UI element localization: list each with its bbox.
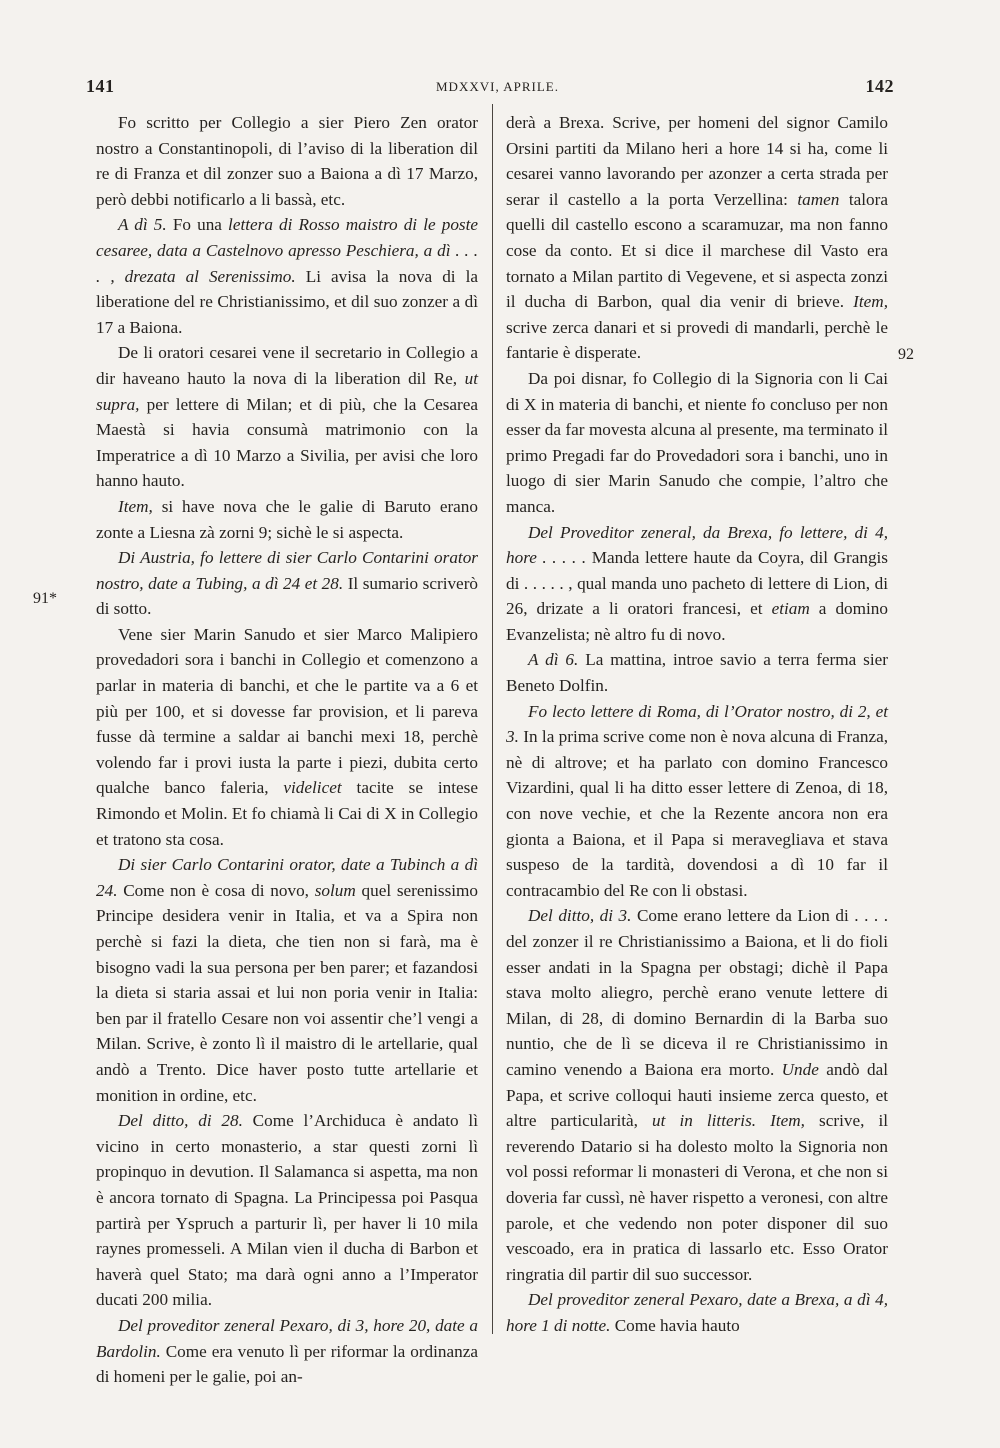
paragraph: Del proveditor zeneral Pexaro, di 3, hore 20, date a Bardolin. Come era venuto lì per riformar la ordinanza di homeni per le galie, poi an- <box>96 1315 478 1387</box>
left-column <box>96 110 478 1390</box>
paragraph: Vene sier Marin Sanudo et sier Marco Malipiero provedadori sora i banchi in Collegio et comenzono a parlar in materia di banchi, et che le partite va a 6 et più per 100, et si dovesse far provision, et li pareva fusse dà termine a saldar ai banchi mexi 18, perchè volendo far i provi iusta la parte i piezi, dubita certo qualche banco faleria, videlicet tacite se intese Rimondo et Molin. Et fo chiamà li Cai di X in Collegio et tratono sta cosa. <box>96 624 478 849</box>
paragraph: Del ditto, di 28. Come l’Archiduca è andato lì vicino in certo monasterio, a star questi zorni lì propinquo in devution. Il Salamanca si aspetta, ma non è ancora tornato di Spagna. La Principessa poi Pasqua partirà per Yspruch a parturir lì, per haver li 10 mila raynes promesseli. A Milan vien il ducha di Barbon et haverà quel Stato; ma darà ogni anno a l’Imperator ducati 200 milia. <box>96 1111 478 1310</box>
paragraph: De li oratori cesarei vene il secretario in Collegio a dir haveano hauto la nova di la liberation dil Re, ut supra, per lettere di Milan; et di più, che la Cesarea Maestà si havia consumà matrimonio con la Imperatrice a dì 10 Marzo a Sivilia, per avisi che loro hanno hauto. <box>96 343 478 491</box>
margin-number-right: 92 <box>898 346 914 363</box>
paragraph: A dì 6. La mattina, introe savio a terra ferma sier Beneto Dolfin. <box>506 650 888 696</box>
left-page-number: 141 <box>86 76 115 96</box>
column-divider <box>492 104 493 1334</box>
paragraph: Di Austria, fo lettere di sier Carlo Contarini orator nostro, date a Tubing, a dì 24 et 28. Il sumario scriverò di sotto. <box>96 548 479 619</box>
paragraph: derà a Brexa. Scrive, per homeni del signor Camilo Orsini partiti da Milano heri a hore 14 si ha, come li cesarei vanno lavorando per azonzer a certa strada per serar il castello a la porta Verzellina: tamen talora quelli dil castello escono a scaramuzar, ma non fanno cose da conto. Et si dice il marchese dil Vasto era tornato a Milan partito di Vegevene, et si aspecta zonzi il ducha di Barbon, qual dia venir di brieve. Item, scrive zerca danari et si provedi di mandarli, perchè le fantarie è disperate. <box>506 113 888 363</box>
paragraph: Del ditto, di 3. Come erano lettere da Lion di . . . . del zonzer il re Christianissimo a Baiona, et li do fioli esser andati in la Spagna per obstagi; dichè il Papa stava molto aliegro, perchè erano venute lettere di Milan, di 28, di domino Bernardin di la Barba suo nuntio, che de lì se diceva il re Christianissimo in camino venendo a Baiona era morto. Unde andò dal Papa, et scrive colloqui hauti insieme zerca questo, et altre particularità, ut in litteris. Item, scrive, il reverendo Datario si ha dolesto molto la Signoria non vol possi reformar li monasteri di Verona, et che non si doveria far cussì, nè haver rispetto a veronesi, con altre parole, et che vedendo non poter disponer dil suo vescoado, era in pratica di lassarlo etc. Esso Orator ringratia dil partir dil suo successor. <box>506 906 888 1284</box>
paragraph: Del Proveditor zeneral, da Brexa, fo lettere, di 4, hore . . . . . Manda lettere haute da Coyra, dil Grangis di . . . . . , qual manda uno pacheto di lettere di Lion, di 26, drizate a li oratori francesi, et etiam a domino Evanzelista; nè altro fu di novo. <box>506 522 888 644</box>
paragraph: Di sier Carlo Contarini orator, date a Tubinch a dì 24. Come non è cosa di novo, solum quel serenissimo Principe desidera venir in Italia, et va a Spira non perchè si fazi la dieta, che tien non si farà, ma è bisogno vadi la sua persona per ben parer; et fazandosi la dieta si staria assai et lui non poria venir in Italia: ben par il fratello Cesare non voi assentir che’l vengi a Milan. Scrive, è zonto lì il maistro di le artellarie, qual andò a Trento. Dice haver posto tutte artellarie et monition in ordine, etc. <box>96 855 479 1105</box>
paragraph: A dì 5. Fo una lettera di Rosso maistro di le poste cesaree, data a Castelnovo apresso Peschiera, a dì . . . . , drezata al Serenissimo. Li avisa la nova di la liberatione del re Christianissimo, et dil suo zonzer a dì 17 a Baiona. <box>96 215 479 337</box>
paragraph: Fo scritto per Collegio a sier Piero Zen orator nostro a Constantinopoli, di l’aviso di la liberation dil re di Franza et dil zonzer suo a Baiona a dì 17 Marzo, però debbi notificarlo a li bassà, etc. <box>96 113 478 209</box>
paragraph: Da poi disnar, fo Collegio di la Signoria con li Cai di X in materia di banchi, et niente fo concluso per non esser da far movesta alcuna al presente, ma terminato il primo Pregadi far do Provedadori sora i banchi, uno in luogo di sier Marin Sanudo che compie, l’altro che manca. <box>506 368 888 516</box>
margin-number-left: 91* <box>33 590 57 607</box>
running-header <box>86 76 894 96</box>
paragraph: Fo lecto lettere di Roma, di l’Orator nostro, di 2, et 3. In la prima scrive come non è nova alcuna di Franza, nè di altrove; et ha parlato con domino Francesco Vizardini, qual li ha ditto esser lettere di Zenoa, di 18, con nove vechie, et che la Rezente ancora non era gionta a Baiona, et il Papa si meravegliava et stava suspeso de la tardità, dovendosi a dì 10 far il contracambio del Re con li obstasi. <box>506 701 888 900</box>
header-title: MDXXVI, APRILE. <box>436 79 559 94</box>
paragraph: Del proveditor zeneral Pexaro, date a Brexa, a dì 4, hore 1 di notte. Come havia hauto <box>506 1290 888 1335</box>
paragraph: Item, si have nova che le galie di Baruto erano zonte a Liesna zà zorni 9; sichè le si aspecta. <box>96 496 478 542</box>
right-page-number: 142 <box>865 76 894 96</box>
right-column <box>506 110 888 1339</box>
